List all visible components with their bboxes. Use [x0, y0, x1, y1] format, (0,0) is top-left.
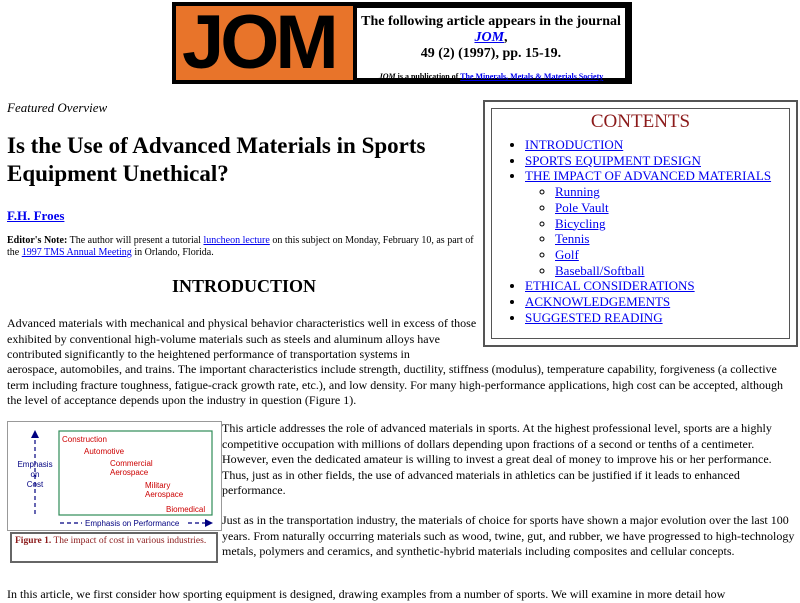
y-axis-label-1: Emphasis: [17, 460, 53, 469]
editors-note: [7, 235, 477, 259]
citation-comma: ,: [504, 30, 508, 45]
contents-sublist: [525, 184, 789, 278]
toc-link-impact[interactable]: THE IMPACT OF ADVANCED MATERIALS: [525, 168, 772, 184]
label-commercial: Commercial: [110, 459, 153, 468]
y-axis-label-3: Cost: [26, 480, 44, 489]
jom-link[interactable]: JOM: [474, 30, 505, 45]
contents-list: [492, 137, 789, 325]
author-link[interactable]: F.H. Froes: [7, 208, 65, 223]
toc-link-bicycling[interactable]: Bicycling: [555, 215, 606, 231]
label-construction: Construction: [62, 435, 107, 444]
note-text-3: in Orlando, Florida.: [131, 247, 214, 258]
toc-link-suggested-reading[interactable]: SUGGESTED READING: [525, 309, 663, 325]
contents-title: CONTENTS: [590, 111, 691, 132]
toc-item: [525, 153, 789, 169]
contents-box: [483, 100, 798, 347]
figure-1: [7, 421, 220, 566]
cost-performance-diagram: [8, 422, 221, 530]
citation-volume: 49 (2) (1997), pp. 15-19.: [420, 46, 562, 61]
toc-subitem: [555, 231, 789, 247]
toc-link-pole-vault[interactable]: Pole Vault: [555, 199, 609, 215]
label-military-aerospace: Aerospace: [145, 490, 184, 499]
toc-item: [525, 278, 789, 294]
intro-paragraph-1b: aerospace, automobiles, and trains. The important characteristics include strength, ductility, stiffness (modulus), temperature capability, forgiveness (a collective term including fracture toughness, fatigue-crack growth rate, etc.), and low density. For many high-performance applications, high cost can be accepted, although the level of acceptance depends upon the industry in question (Figure 1).: [7, 362, 783, 407]
caption-label: Figure 1.: [15, 536, 52, 546]
label-commercial-aerospace: Aerospace: [110, 468, 149, 477]
toc-subitem: [555, 247, 789, 263]
y-axis-arrow: [31, 430, 39, 438]
toc-item: [525, 310, 789, 326]
x-axis-arrow: [205, 519, 213, 527]
paragraph-3: Just as in the transportation industry, the materials of choice for sports have shown a major evolution over the last 100 years. From naturally occurring materials such as wood, twine, gut, and rubber, we have progressed to high-technology metals, polymers and ceramics, and synthetic-hybrid materials including composites and cellular concepts.: [222, 513, 795, 558]
toc-link-ethical[interactable]: ETHICAL CONSIDERATIONS: [525, 278, 695, 294]
intro-paragraph-1a: Advanced materials with mechanical and physical behavior characteristics well in excess of those exhibited by conventional high-volume materials such as steels and aluminum alloys have contributed significantly to the heightened performance of transportation systems in: [7, 316, 477, 361]
caption-text: The impact of cost in various industries.: [51, 536, 207, 546]
author: [7, 208, 64, 224]
journal-info: [357, 8, 625, 81]
toc-link-running[interactable]: Running: [555, 184, 600, 200]
publisher-mid: is a publication of: [395, 72, 461, 81]
note-text-1: The author will present a tutorial: [67, 235, 204, 246]
label-military: Military: [145, 481, 171, 490]
toc-item: [525, 294, 789, 310]
journal-banner: [172, 2, 632, 84]
y-axis-label-2: on: [30, 470, 40, 479]
label-biomedical: Biomedical: [166, 505, 206, 514]
toc-subitem: [555, 200, 789, 216]
toc-link-golf[interactable]: Golf: [555, 246, 579, 262]
figure-1-caption-box: [10, 532, 218, 563]
intro-heading: INTRODUCTION: [171, 276, 317, 296]
publisher-line: [357, 72, 625, 81]
luncheon-lecture-link[interactable]: luncheon lecture: [203, 235, 270, 246]
jom-logo-text: JOM: [182, 0, 335, 85]
toc-subitem: [555, 263, 789, 279]
toc-link-sports-equipment-design[interactable]: SPORTS EQUIPMENT DESIGN: [525, 152, 701, 168]
tms-link[interactable]: The Minerals, Metals & Materials Society: [460, 72, 604, 81]
toc-link-acknowledgements[interactable]: ACKNOWLEDGEMENTS: [525, 294, 671, 310]
featured-label: Featured Overview: [7, 100, 108, 115]
label-automotive: Automotive: [84, 447, 125, 456]
toc-link-baseball[interactable]: Baseball/Softball: [555, 262, 645, 278]
toc-item: [525, 168, 789, 278]
publisher-jom: JOM: [378, 72, 396, 81]
jom-logo: [176, 0, 353, 85]
paragraph-4: In this article, we first consider how sporting equipment is designed, drawing examples from a number of sports. We will examine in more detail how: [7, 587, 726, 601]
journal-citation: [357, 14, 625, 62]
toc-subitem: [555, 216, 789, 232]
toc-subitem: [555, 184, 789, 200]
x-axis-label: Emphasis on Performance: [85, 519, 180, 528]
note-text-2: on this subject on Monday, February 10, as part of the: [7, 235, 474, 258]
article-title: Is the Use of Advanced Materials in Sports Equipment Unethical?: [7, 133, 426, 186]
figure-1-diagram: [7, 421, 222, 531]
paragraph-2: This article addresses the role of advanced materials in sports. At the highest professional level, sports are a highly competitive occupation with millions of dollars depending upon fractions of a second or tenths of a centimeter. However, even the dedicated amateur is willing to invest a great deal of money to improve his or her performance. Thus, just as in other fields, the use of advanced materials in athletics can be justified if it leads to enhanced performance.: [222, 421, 772, 497]
figure-1-caption: [12, 534, 216, 549]
toc-link-introduction[interactable]: INTRODUCTION: [525, 137, 624, 152]
citation-prefix: The following article appears in the journal: [361, 14, 621, 29]
toc-link-tennis[interactable]: Tennis: [555, 231, 590, 247]
tms-meeting-link[interactable]: 1997 TMS Annual Meeting: [21, 247, 132, 258]
contents-inner: [491, 108, 790, 339]
note-label: Editor's Note:: [7, 235, 68, 246]
toc-item: [525, 137, 789, 153]
